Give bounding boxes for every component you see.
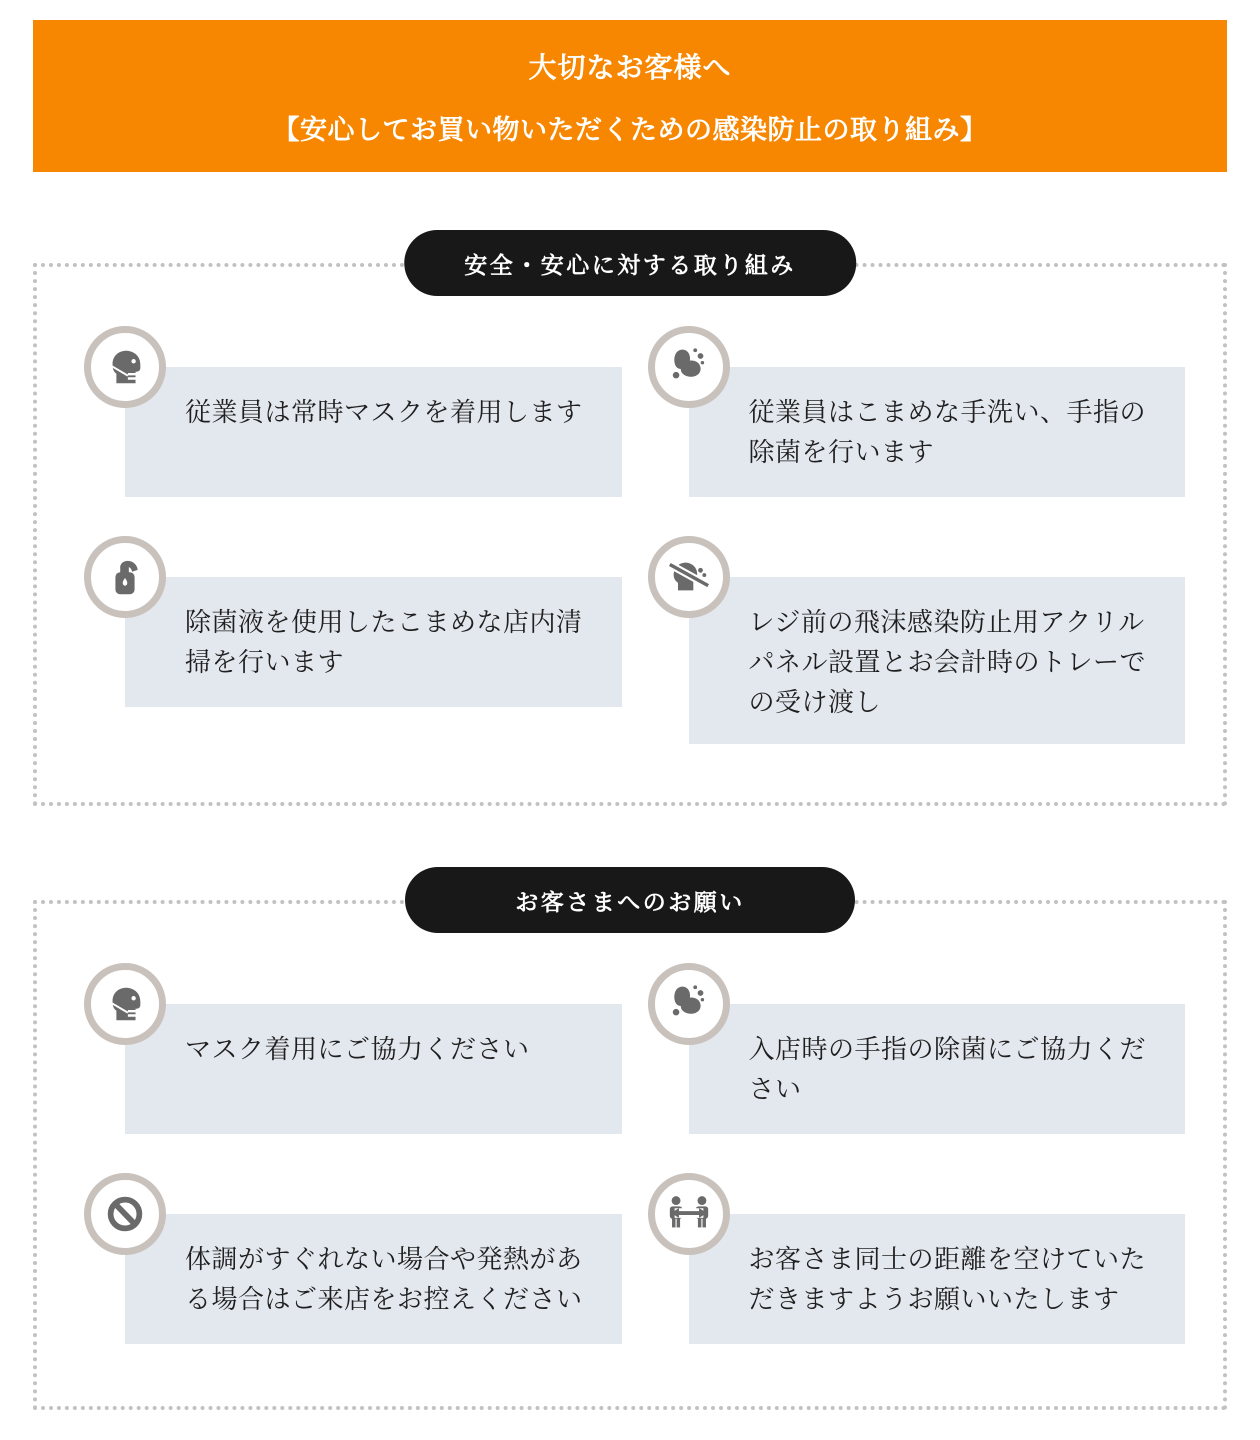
request-item-sanitize [689, 1004, 1186, 1134]
banner-subtitle: 【安心してお買い物いただくための感染防止の取り組み】 [272, 114, 988, 145]
section-title-pill: お客さまへのお願い [405, 867, 855, 933]
item-card [125, 1004, 622, 1134]
social-distance-icon [648, 1173, 730, 1255]
item-card [689, 1004, 1186, 1134]
measure-item-mask [125, 367, 622, 497]
item-text: 除菌液を使用したこまめな店内清掃を行います [185, 607, 583, 677]
no-entry-icon [84, 1173, 166, 1255]
item-card [689, 577, 1186, 744]
item-text: 入店時の手指の除菌にご協力ください [748, 1034, 1147, 1104]
item-text: お客さま同士の距離を空けていただきますようお願いいたします [748, 1244, 1147, 1314]
item-card [125, 1214, 622, 1344]
item-text: 従業員はこまめな手洗い、手指の除菌を行います [748, 397, 1147, 467]
handwash-icon [648, 326, 730, 408]
section-title-pill: 安全・安心に対する取り組み [404, 230, 856, 296]
item-card [125, 367, 622, 497]
mask-icon [84, 326, 166, 408]
request-item-stay-home [125, 1214, 622, 1344]
item-text: マスク着用にご協力ください [185, 1034, 530, 1064]
item-text: 体調がすぐれない場合や発熱がある場合はご来店をお控えください [185, 1244, 583, 1314]
request-item-distance [689, 1214, 1186, 1344]
droplet-block-icon [648, 536, 730, 618]
item-card [125, 577, 622, 707]
handwash-icon [648, 963, 730, 1045]
item-card [689, 367, 1186, 497]
measures-grid [125, 367, 1185, 744]
item-text: レジ前の飛沫感染防止用アクリルパネル設置とお会計時のトレーでの受け渡し [748, 607, 1147, 717]
requests-grid [125, 1004, 1185, 1344]
request-item-mask [125, 1004, 622, 1134]
item-text: 従業員は常時マスクを着用します [185, 397, 583, 427]
header-banner [33, 20, 1227, 172]
mask-icon [84, 963, 166, 1045]
section-customer-requests [33, 888, 1227, 1410]
item-card [689, 1214, 1186, 1344]
measure-item-cleaning [125, 577, 622, 744]
section-safety-measures [33, 251, 1227, 806]
banner-title: 大切なお客様へ [528, 51, 732, 83]
measure-item-acrylic-panel [689, 577, 1186, 744]
spray-bottle-icon [84, 536, 166, 618]
measure-item-handwash [689, 367, 1186, 497]
